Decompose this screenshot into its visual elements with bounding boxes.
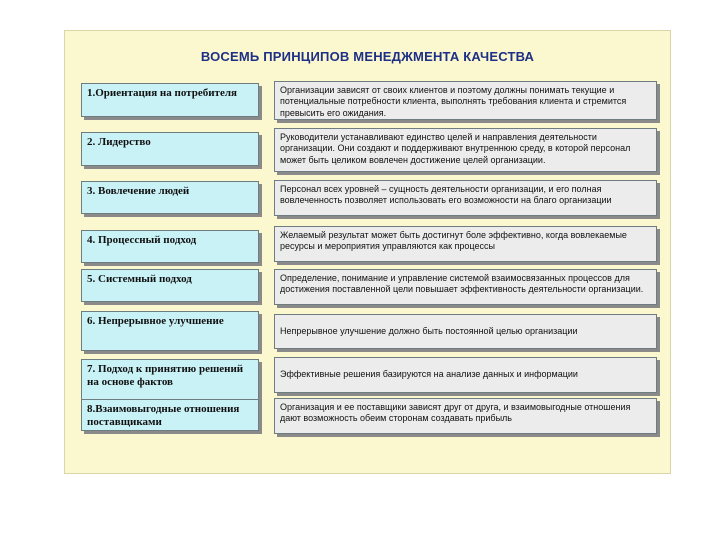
slide [64,30,671,474]
principle-7-description: Эффективные решения базируются на анализе данных и информации [274,357,657,393]
principle-4-name: 4. Процессный подход [81,230,259,263]
principle-8-description: Организация и ее поставщики зависят друг от друга, и взаимовыгодные отношения дают возможность обеим сторонам создавать прибыль [274,398,657,434]
principle-4-description: Желаемый результат может быть достигнут боле эффективно, когда вовлекаемые ресурсы и мероприятия управляются как процессы [274,226,657,262]
principle-7-name: 7. Подход к принятию решений на основе фактов [81,359,259,401]
principle-6-description: Непрерывное улучшение должно быть постоянной целью организации [274,314,657,349]
principle-6-name: 6. Непрерывное улучшение [81,311,259,351]
principle-1-name: 1.Ориентация на потребителя [81,83,259,117]
principle-5-name: 5. Системный подход [81,269,259,302]
principle-3-description: Персонал всех уровней – сущность деятельности организации, и его полная вовлеченность позволяет использовать его возможности на благо организации [274,180,657,216]
principle-5-description: Определение, понимание и управление системой взаимосвязанных процессов для достижения поставленной цели повышает эффективность деятельности организации. [274,269,657,305]
principle-1-description: Организации зависят от своих клиентов и поэтому должны понимать текущие и потенциальные потребности клиента, выполнять требования клиента и стремится превысить его ожидания. [274,81,657,120]
principle-8-name: 8.Взаимовыгодные отношения поставщиками [81,399,259,431]
principle-2-name: 2. Лидерство [81,132,259,166]
principle-3-name: 3. Вовлечение людей [81,181,259,214]
principle-2-description: Руководители устанавливают единство целей и направления деятельности организации. Они создают и поддерживают внутреннюю среду, в которой персонал может быть целиком вовлечен достижение целей организации. [274,128,657,172]
slide-title: ВОСЕМЬ ПРИНЦИПОВ МЕНЕДЖМЕНТА КАЧЕСТВА [200,49,535,64]
